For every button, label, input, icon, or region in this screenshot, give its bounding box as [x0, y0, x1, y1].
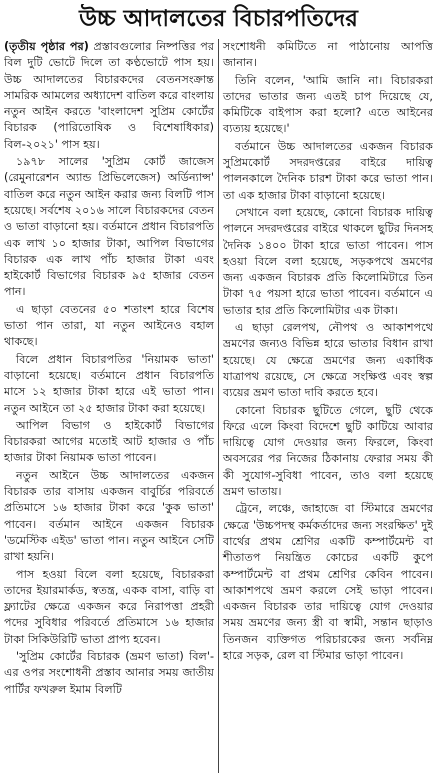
right-column [219, 39, 433, 773]
paragraph: পাস হওয়া বিলে বলা হয়েছে, বিচারকরা তাদের ইয়ারমার্কড, স্বতন্ত্র, একক বাসা, বাড়ি বা ফ্ল্যাটের ক্ষেত্রে একজন করে নিরাপত্তা প্রহরী পদের সুবিধার পরিবর্তে প্রতিমাসে ১৬ হাজার টাকা সিকিউরিটি ভাতা প্রাপ্য হবেন। [4, 567, 214, 646]
article-body [4, 39, 433, 773]
continuation-label: (তৃতীয় পৃষ্ঠার পর) [4, 40, 89, 53]
paragraph: সংশোধনী কমিটিতে না পাঠানোয় আপত্তি জানান। [223, 40, 433, 70]
paragraph: এ ছাড়া রেলপথ, নৌপথ ও আকাশপথে ভ্রমণের জন্যও বিভিন্ন হারে ভাতার বিধান রাখা হয়েছে। যে ক্ষেত্রে ভ্রমণের জন্য একাধিক যাত্রাপথ রয়েছে, সে ক্ষেত্রে সংক্ষিপ্ত এবং স্বল্প ব্যয়ের ভ্রমণ ভাতা দাবি করতে হবে। [223, 321, 433, 400]
paragraph: বর্তমানে উচ্চ আদালতের একজন বিচারক সুপ্রিমকোর্ট সদরদপ্তরের বাইরে দায়িত্ব পালনকালে দৈনিক চারশ টাকা করে ভাতা পান। তা এক হাজার টাকা বাড়ানো হয়েছে। [223, 139, 433, 202]
paragraph [4, 39, 214, 153]
paragraph: ১৯৭৮ সালের 'সুপ্রিম কোর্ট জাজেস (রেমুনারেশন অ্যান্ড প্রিভিলেজেস) অর্ডিন্যান্স' বাতিল করে নতুন আইন করার জন্য বিলটি পাস হয়েছে। সর্বশেষ ২০১৬ সালে বিচারকদের বেতন ও ভাতা বাড়ানো হয়। বর্তমানে প্রধান বিচারপতি এক লাখ ১০ হাজার টাকা, আপিল বিভাগের বিচারক এক লাখ পাঁচ হাজার টাকা এবং হাইকোর্ট বিভাগের বিচারক ৯৫ হাজার বেতন পান। [4, 155, 214, 299]
paragraph: 'সুপ্রিম কোর্টের বিচারক (ভ্রমণ ভাতা) বিল'-এর ওপর সংশোধনী প্রস্তাব আনার সময় জাতীয় পার্টির ফখরুল ইমাম বিলটি [4, 649, 214, 696]
paragraph: বিলে প্রধান বিচারপতির 'নিয়ামক ভাতা' বাড়ানো হয়েছে। বর্তমানে প্রধান বিচারপতি মাসে ১২ হাজার টাকা হারে এই ভাতা পান। নতুন আইনে তা ২৫ হাজার টাকা করা হয়েছে। [4, 352, 214, 415]
left-column [4, 39, 219, 773]
paragraph: সেখানে বলা হয়েছে, কোনো বিচারক দায়িত্ব পালনে সদরদপ্তরের বাইরে থাকলে ছুটির দিনসহ দৈনিক ১৪০০ টাকা হারে ভাতা পাবেন। পাস হওয়া বিলে বলা হয়েছে, সড়কপথে ভ্রমণের জন্য একজন বিচারক প্রতি কিলোমিটারে তিন টাকা ৭৫ পয়সা হারে ভাতা পাবেন। বর্তমানে এ ভাতার হার প্রতি কিলোমিটার এক টাকা। [223, 205, 433, 317]
headline: উচ্চ আদালতের বিচারপতিদের [79, 5, 358, 32]
paragraph: আপিল বিভাগ ও হাইকোর্ট বিভাগের বিচারকরা আগের মতোই আট হাজার ও পাঁচ হাজার টাকা নিয়ামক ভাতা পাবেন। [4, 418, 214, 465]
paragraph: কোনো বিচারক ছুটিতে গেলে, ছুটি থেকে ফিরে এলে কিংবা বিদেশে ছুটি কাটিয়ে আবার দায়িত্বে যোগ দেওয়ার জন্য ফিরলে, কিংবা অবসরের পর নিজের ঠিকানায় ফেরার সময় কী কী সুযোগ-সুবিধা পাবেন, তাও বলা হয়েছে ভ্রমণ ভাতায়। [223, 403, 433, 499]
paragraph-text: প্রস্তাবগুলোর নিষ্পত্তির পর বিল দুটি ভোটে দিলে তা কণ্ঠভোটে পাস হয়। উচ্চ আদালতের বিচারকদের বেতনসংক্রান্ত সামরিক আমলের অধ্যাদেশ বাতিল করে বাংলায় নতুন আইন করতে 'বাংলাদেশ সুপ্রিম কোর্টের বিচারক (পারিতোষিক ও বিশেষাধিকার) বিল-২০২১' পাস হয়। [4, 40, 215, 151]
paragraph: ট্রেনে, লঞ্চে, জাহাজে বা স্টিমারে ভ্রমণের ক্ষেত্রে 'উচ্চপদস্থ কর্মকর্তাদের জন্য সংরক্ষিত' দুই বার্থের প্রথম শ্রেণির একটি কম্পার্টমেন্ট বা শীতাতপ নিয়ন্ত্রিত কোচের একটি কুপে কম্পার্টমেন্ট বা প্রথম শ্রেণির কেবিন পাবেন। আকাশপথে ভ্রমণ করলে সেই ভাড়া পাবেন। একজন বিচারক তার দায়িত্বে যোগ দেওয়ার সময় ভ্রমণের জন্য স্ত্রী বা স্বামী, সন্তান ছাড়াও তিনজন ব্যক্তিগত পরিচারকের জন্য সর্বনিম্ন হারে সড়ক, রেল বা স্টিমার ভাড়া পাবেন। [223, 502, 433, 662]
paragraph: নতুন আইনে উচ্চ আদালতের একজন বিচারক তার বাসায় একজন বাবুর্চির পরিবর্তে প্রতিমাসে ১৬ হাজার টাকা করে 'কুক ভাতা' পাবেন। বর্তমান আইনে একজন বিচারক 'ডমেস্টিক এইড' ভাতা পান। নতুন আইনে সেটি রাখা হয়নি। [4, 468, 214, 564]
paragraph: এ ছাড়া বেতনের ৫০ শতাংশ হারে বিশেষ ভাতা পান তারা, যা নতুন আইনেও বহাল থাকছে। [4, 302, 214, 349]
paragraph: তিনি বলেন, 'আমি জানি না। বিচারকরা তাদের ভাতার জন্য এতই চাপ দিয়েছে যে, কমিটিকে বাইপাস করা হলো? এতে আইনের ব্যত্যয় হয়েছে।' [223, 73, 433, 136]
